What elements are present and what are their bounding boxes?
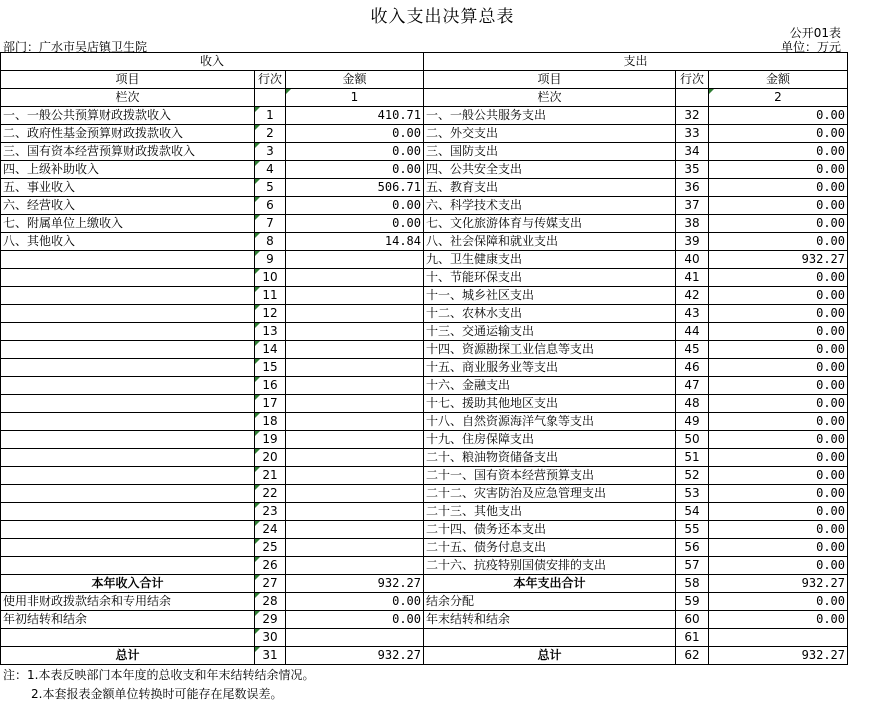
- income-item: 二、政府性基金预算财政拨款收入: [1, 125, 255, 143]
- expense-row-no: 39: [676, 233, 709, 251]
- expense-item: 六、科学技术支出: [424, 197, 676, 215]
- income-row-no: 3: [255, 143, 286, 161]
- grand-income-no: 31: [255, 647, 286, 665]
- income-item: [1, 557, 255, 575]
- income-item: [1, 287, 255, 305]
- table-row: [1, 485, 848, 503]
- income-row-no: 4: [255, 161, 286, 179]
- table-row: [1, 161, 848, 179]
- table-row: [1, 521, 848, 539]
- year-expense-amount: 932.27: [709, 575, 848, 593]
- income-row-no: 11: [255, 287, 286, 305]
- footnote-1: 注：1.本表反映部门本年度的总收支和年末结转结余情况。: [3, 668, 315, 682]
- expense-row-no: 38: [676, 215, 709, 233]
- income-row-no: 14: [255, 341, 286, 359]
- expense-amount: 0.00: [709, 125, 848, 143]
- income-item: 四、上级补助收入: [1, 161, 255, 179]
- income-amount: 0.00: [286, 143, 424, 161]
- end-balance-amount: 0.00: [709, 611, 848, 629]
- income-row-no: 5: [255, 179, 286, 197]
- expense-item: 二十六、抗疫特别国债安排的支出: [424, 557, 676, 575]
- expense-row-no: 32: [676, 107, 709, 125]
- expense-row-no: 52: [676, 467, 709, 485]
- income-item: [1, 251, 255, 269]
- income-item: [1, 503, 255, 521]
- expense-amount: 0.00: [709, 467, 848, 485]
- income-row-no: 16: [255, 377, 286, 395]
- income-item: [1, 359, 255, 377]
- expense-row-no: 55: [676, 521, 709, 539]
- expense-amount: 0.00: [709, 341, 848, 359]
- grand-expense-label: 总计: [424, 647, 676, 665]
- income-col-label: 栏次: [1, 89, 255, 107]
- income-col-number: 1: [286, 89, 424, 107]
- blank-income-no: 30: [255, 629, 286, 647]
- income-item: [1, 377, 255, 395]
- table-row: [1, 197, 848, 215]
- income-item: 八、其他收入: [1, 233, 255, 251]
- table-row: [1, 305, 848, 323]
- income-amount: [286, 269, 424, 287]
- year-income-no: 27: [255, 575, 286, 593]
- expense-row-no: 56: [676, 539, 709, 557]
- income-amount: [286, 485, 424, 503]
- expense-item: 二十一、国有资本经营预算支出: [424, 467, 676, 485]
- expense-amount: 0.00: [709, 539, 848, 557]
- expense-item: 一、一般公共服务支出: [424, 107, 676, 125]
- blank-row: [1, 629, 848, 647]
- expense-item: 十三、交通运输支出: [424, 323, 676, 341]
- expense-rowno-header: 行次: [676, 71, 709, 89]
- income-row-no: 24: [255, 521, 286, 539]
- nonfiscal-amount: 0.00: [286, 593, 424, 611]
- expense-item: 二十二、灾害防治及应急管理支出: [424, 485, 676, 503]
- expense-item: 十、节能环保支出: [424, 269, 676, 287]
- table-row: [1, 539, 848, 557]
- expense-row-no: 36: [676, 179, 709, 197]
- table-row: [1, 503, 848, 521]
- summary-table: [0, 52, 848, 665]
- expense-amount: 0.00: [709, 503, 848, 521]
- income-item: [1, 467, 255, 485]
- expense-header: 支出: [424, 53, 848, 71]
- expense-item: 十二、农林水支出: [424, 305, 676, 323]
- expense-col-label: 栏次: [424, 89, 676, 107]
- expense-amount: 0.00: [709, 485, 848, 503]
- table-row: [1, 251, 848, 269]
- expense-row-no: 47: [676, 377, 709, 395]
- expense-amount: 0.00: [709, 107, 848, 125]
- expense-row-no: 50: [676, 431, 709, 449]
- form-number: 公开01表: [789, 26, 841, 40]
- header-row-colnums: [1, 89, 848, 107]
- table-row: [1, 557, 848, 575]
- table-row: [1, 233, 848, 251]
- expense-amount: 0.00: [709, 449, 848, 467]
- income-amount: [286, 557, 424, 575]
- expense-item: 五、教育支出: [424, 179, 676, 197]
- income-row-no: 13: [255, 323, 286, 341]
- expense-amount: 0.00: [709, 395, 848, 413]
- expense-item: 十六、金融支出: [424, 377, 676, 395]
- income-amount: 0.00: [286, 161, 424, 179]
- grand-income-label: 总计: [1, 647, 255, 665]
- income-row-no: 9: [255, 251, 286, 269]
- nonfiscal-row: [1, 593, 848, 611]
- income-item: [1, 341, 255, 359]
- header-row-columns: [1, 71, 848, 89]
- table-row: [1, 143, 848, 161]
- end-balance-no: 60: [676, 611, 709, 629]
- begin-balance-amount: 0.00: [286, 611, 424, 629]
- income-item: [1, 449, 255, 467]
- income-item-header: 项目: [1, 71, 255, 89]
- expense-amount: 0.00: [709, 305, 848, 323]
- income-row-no: 7: [255, 215, 286, 233]
- expense-row-no: 44: [676, 323, 709, 341]
- table-row: [1, 107, 848, 125]
- table-row: [1, 269, 848, 287]
- income-amount-header: 金额: [286, 71, 424, 89]
- year-total-row: [1, 575, 848, 593]
- income-row-no: 19: [255, 431, 286, 449]
- expense-row-no: 57: [676, 557, 709, 575]
- expense-amount-header: 金额: [709, 71, 848, 89]
- grand-total-row: [1, 647, 848, 665]
- expense-item: 三、国防支出: [424, 143, 676, 161]
- footnote-2: 2.本套报表金额单位转换时可能存在尾数误差。: [31, 687, 283, 701]
- income-row-no: 20: [255, 449, 286, 467]
- income-header: 收入: [1, 53, 424, 71]
- expense-item: 二十四、债务还本支出: [424, 521, 676, 539]
- income-item: 五、事业收入: [1, 179, 255, 197]
- expense-row-no: 54: [676, 503, 709, 521]
- expense-row-no: 49: [676, 413, 709, 431]
- expense-row-no: 35: [676, 161, 709, 179]
- grand-expense-amount: 932.27: [709, 647, 848, 665]
- income-amount: 0.00: [286, 197, 424, 215]
- income-amount: [286, 323, 424, 341]
- begin-balance-no: 29: [255, 611, 286, 629]
- distribution-amount: 0.00: [709, 593, 848, 611]
- income-row-no: 2: [255, 125, 286, 143]
- expense-amount: 0.00: [709, 377, 848, 395]
- income-item: [1, 413, 255, 431]
- begin-balance-label: 年初结转和结余: [1, 611, 255, 629]
- expense-amount: 0.00: [709, 161, 848, 179]
- income-row-no: 8: [255, 233, 286, 251]
- income-item: [1, 395, 255, 413]
- expense-row-no: 46: [676, 359, 709, 377]
- department-label: 部门：广水市吴店镇卫生院: [3, 40, 148, 54]
- expense-amount: 0.00: [709, 143, 848, 161]
- income-amount: [286, 449, 424, 467]
- income-amount: 0.00: [286, 125, 424, 143]
- income-item: [1, 323, 255, 341]
- table-row: [1, 359, 848, 377]
- income-row-no: 23: [255, 503, 286, 521]
- income-item: [1, 485, 255, 503]
- income-amount: [286, 539, 424, 557]
- expense-row-no: 41: [676, 269, 709, 287]
- end-balance-label: 年末结转和结余: [424, 611, 676, 629]
- distribution-label: 结余分配: [424, 593, 676, 611]
- table-row: [1, 377, 848, 395]
- income-row-no: 18: [255, 413, 286, 431]
- income-amount: [286, 431, 424, 449]
- income-amount: [286, 359, 424, 377]
- table-row: [1, 467, 848, 485]
- income-row-no: 12: [255, 305, 286, 323]
- table-row: [1, 125, 848, 143]
- income-row-no: 22: [255, 485, 286, 503]
- table-row: [1, 395, 848, 413]
- expense-row-no: 37: [676, 197, 709, 215]
- expense-row-no: 33: [676, 125, 709, 143]
- year-expense-label: 本年支出合计: [424, 575, 676, 593]
- header-row-section: [1, 53, 848, 71]
- income-amount: 14.84: [286, 233, 424, 251]
- income-item: [1, 539, 255, 557]
- expense-item: 九、卫生健康支出: [424, 251, 676, 269]
- carryover-row: [1, 611, 848, 629]
- expense-row-no: 45: [676, 341, 709, 359]
- table-row: [1, 431, 848, 449]
- expense-row-no: 40: [676, 251, 709, 269]
- blank-expense-amount: [709, 629, 848, 647]
- expense-amount: 0.00: [709, 269, 848, 287]
- expense-item: 十一、城乡社区支出: [424, 287, 676, 305]
- income-amount: [286, 305, 424, 323]
- income-amount: 506.71: [286, 179, 424, 197]
- expense-item: 八、社会保障和就业支出: [424, 233, 676, 251]
- expense-item-header: 项目: [424, 71, 676, 89]
- expense-item: 四、公共安全支出: [424, 161, 676, 179]
- table-row: [1, 449, 848, 467]
- expense-row-no: 51: [676, 449, 709, 467]
- expense-item: 十九、住房保障支出: [424, 431, 676, 449]
- income-amount: [286, 503, 424, 521]
- footnotes: [3, 666, 314, 704]
- income-row-no: 17: [255, 395, 286, 413]
- table-row: [1, 287, 848, 305]
- table-row: [1, 341, 848, 359]
- table-row: [1, 215, 848, 233]
- expense-amount: 0.00: [709, 521, 848, 539]
- table-row: [1, 179, 848, 197]
- income-amount: [286, 287, 424, 305]
- grand-expense-no: 62: [676, 647, 709, 665]
- income-row-no: 15: [255, 359, 286, 377]
- income-rowno-blank: [255, 89, 286, 107]
- income-amount: 0.00: [286, 215, 424, 233]
- nonfiscal-no: 28: [255, 593, 286, 611]
- expense-rowno-blank: [676, 89, 709, 107]
- year-income-amount: 932.27: [286, 575, 424, 593]
- income-item: [1, 305, 255, 323]
- table-row: [1, 413, 848, 431]
- income-amount: [286, 377, 424, 395]
- income-amount: [286, 341, 424, 359]
- income-amount: [286, 395, 424, 413]
- expense-amount: 0.00: [709, 197, 848, 215]
- expense-row-no: 42: [676, 287, 709, 305]
- report-title: 收入支出决算总表: [370, 7, 515, 27]
- expense-col-number: 2: [709, 89, 848, 107]
- income-item: [1, 431, 255, 449]
- expense-item: 二十三、其他支出: [424, 503, 676, 521]
- income-row-no: 21: [255, 467, 286, 485]
- distribution-no: 59: [676, 593, 709, 611]
- unit-label: 单位：万元: [780, 40, 841, 54]
- income-item: 七、附属单位上缴收入: [1, 215, 255, 233]
- nonfiscal-label: 使用非财政拨款结余和专用结余: [1, 593, 255, 611]
- income-row-no: 25: [255, 539, 286, 557]
- expense-row-no: 48: [676, 395, 709, 413]
- expense-amount: 0.00: [709, 287, 848, 305]
- expense-amount: 0.00: [709, 431, 848, 449]
- table-row: [1, 323, 848, 341]
- income-item: 一、一般公共预算财政拨款收入: [1, 107, 255, 125]
- income-row-no: 1: [255, 107, 286, 125]
- year-expense-no: 58: [676, 575, 709, 593]
- income-amount: [286, 467, 424, 485]
- income-row-no: 10: [255, 269, 286, 287]
- expense-row-no: 34: [676, 143, 709, 161]
- grand-income-amount: 932.27: [286, 647, 424, 665]
- income-item: 六、经营收入: [1, 197, 255, 215]
- expense-item: 十四、资源勘探工业信息等支出: [424, 341, 676, 359]
- year-income-label: 本年收入合计: [1, 575, 255, 593]
- expense-amount: 0.00: [709, 359, 848, 377]
- expense-item: 七、文化旅游体育与传媒支出: [424, 215, 676, 233]
- income-item: [1, 521, 255, 539]
- expense-amount: 0.00: [709, 215, 848, 233]
- expense-amount: 0.00: [709, 413, 848, 431]
- expense-item: 十五、商业服务业等支出: [424, 359, 676, 377]
- blank-expense-item: [424, 629, 676, 647]
- expense-amount: 0.00: [709, 179, 848, 197]
- income-amount: [286, 413, 424, 431]
- expense-row-no: 43: [676, 305, 709, 323]
- expense-item: 十七、援助其他地区支出: [424, 395, 676, 413]
- income-item: 三、国有资本经营预算财政拨款收入: [1, 143, 255, 161]
- income-row-no: 6: [255, 197, 286, 215]
- income-amount: 410.71: [286, 107, 424, 125]
- expense-amount: 0.00: [709, 557, 848, 575]
- expense-item: 二十五、债务付息支出: [424, 539, 676, 557]
- expense-amount: 932.27: [709, 251, 848, 269]
- expense-item: 十八、自然资源海洋气象等支出: [424, 413, 676, 431]
- income-item: [1, 269, 255, 287]
- blank-income-amount: [286, 629, 424, 647]
- blank-expense-no: 61: [676, 629, 709, 647]
- expense-item: 二十、粮油物资储备支出: [424, 449, 676, 467]
- income-row-no: 26: [255, 557, 286, 575]
- blank-income-item: [1, 629, 255, 647]
- expense-amount: 0.00: [709, 233, 848, 251]
- income-rowno-header: 行次: [255, 71, 286, 89]
- expense-row-no: 53: [676, 485, 709, 503]
- income-amount: [286, 521, 424, 539]
- expense-item: 二、外交支出: [424, 125, 676, 143]
- income-amount: [286, 251, 424, 269]
- expense-amount: 0.00: [709, 323, 848, 341]
